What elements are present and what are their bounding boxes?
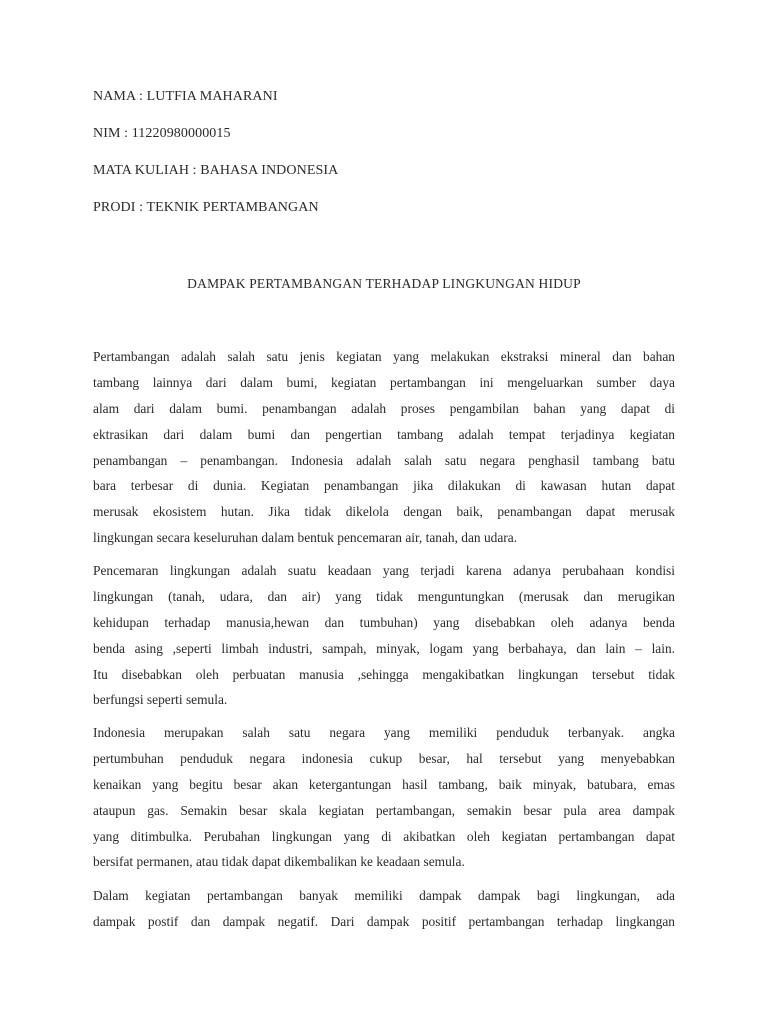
paragraph-line: ektrasikan dari dalam bumi dan pengertian tambang adalah tempat terjadinya kegiatan <box>93 426 675 442</box>
paragraph-line: tambang lainnya dari dalam bumi, kegiatan pertambangan ini mengeluarkan sumber daya <box>93 374 675 390</box>
paragraph-line: penambangan – penambangan. Indonesia adalah salah satu negara penghasil tambang batu <box>93 452 675 468</box>
paragraph-line: Pencemaran lingkungan adalah suatu keadaan yang terjadi karena adanya perubahaan kondisi <box>93 563 675 578</box>
paragraph-line: merusak ekosistem hutan. Jika tidak dikelola dengan baik, penambangan dapat merusak <box>93 504 675 520</box>
paragraph-line: bara terbesar di dunia. Kegiatan penambangan jika dilakukan di kawasan hutan dapat <box>93 478 675 494</box>
paragraph-1 <box>93 344 675 551</box>
paragraph-line: kehidupan terhadap manusia,hewan dan tumbuhan) yang disebabkan oleh adanya benda <box>93 614 675 630</box>
paragraph-line: alam dari dalam bumi. penambangan adalah proses pengambilan bahan yang dapat di <box>93 400 675 416</box>
paragraph-line: Itu disebabkan oleh perbuatan manusia ,sehingga mengakibatkan lingkungan tersebut tidak <box>93 666 675 682</box>
paragraph-line: pertumbuhan penduduk negara indonesia cukup besar, hal tersebut yang menyebabkan <box>93 750 675 766</box>
paragraph-line: berfungsi seperti semula. <box>93 692 228 708</box>
paragraph-line: Indonesia merupakan salah satu negara yang memiliki penduduk terbanyak. angka <box>93 725 675 740</box>
student-nim: NIM : 11220980000015 <box>93 126 231 141</box>
paragraph-line: kenaikan yang begitu besar akan ketergantungan hasil tambang, baik minyak, batubara, emas <box>93 776 675 792</box>
paragraph-line: ataupun gas. Semakin besar skala kegiatan pertambangan, semakin besar pula area dampak <box>93 802 675 818</box>
paragraph-2 <box>93 558 675 713</box>
paragraph-line: yang ditimbulka. Perubahan lingkungan yang di akibatkan oleh kegiatan pertambangan dapat <box>93 828 675 844</box>
course-name: MATA KULIAH : BAHASA INDONESIA <box>93 163 339 178</box>
document-title: DAMPAK PERTAMBANGAN TERHADAP LINGKUNGAN HIDUP <box>187 276 581 291</box>
paragraph-4 <box>93 883 675 935</box>
paragraph-line: dampak postif dan dampak negatif. Dari dampak positif pertambangan terhadap lingkangan <box>93 913 675 929</box>
paragraph-line: Pertambangan adalah salah satu jenis kegiatan yang melakukan ekstraksi mineral dan bahan <box>93 349 675 364</box>
paragraph-line: Dalam kegiatan pertambangan banyak memiliki dampak dampak bagi lingkungan, ada <box>93 888 675 903</box>
paragraph-3 <box>93 720 675 875</box>
paragraph-line: lingkungan secara keseluruhan dalam bentuk pencemaran air, tanah, dan udara. <box>93 530 518 546</box>
study-program: PRODI : TEKNIK PERTAMBANGAN <box>93 200 319 215</box>
paragraph-line: lingkungan (tanah, udara, dan air) yang tidak menguntungkan (merusak dan merugikan <box>93 588 675 604</box>
paragraph-line: bersifat permanen, atau tidak dapat dikembalikan ke keadaan semula. <box>93 854 465 870</box>
paragraph-line: benda asing ,seperti limbah industri, sampah, minyak, logam yang berbahaya, dan lain – lain. <box>93 640 675 656</box>
student-name: NAMA : LUTFIA MAHARANI <box>93 89 278 104</box>
